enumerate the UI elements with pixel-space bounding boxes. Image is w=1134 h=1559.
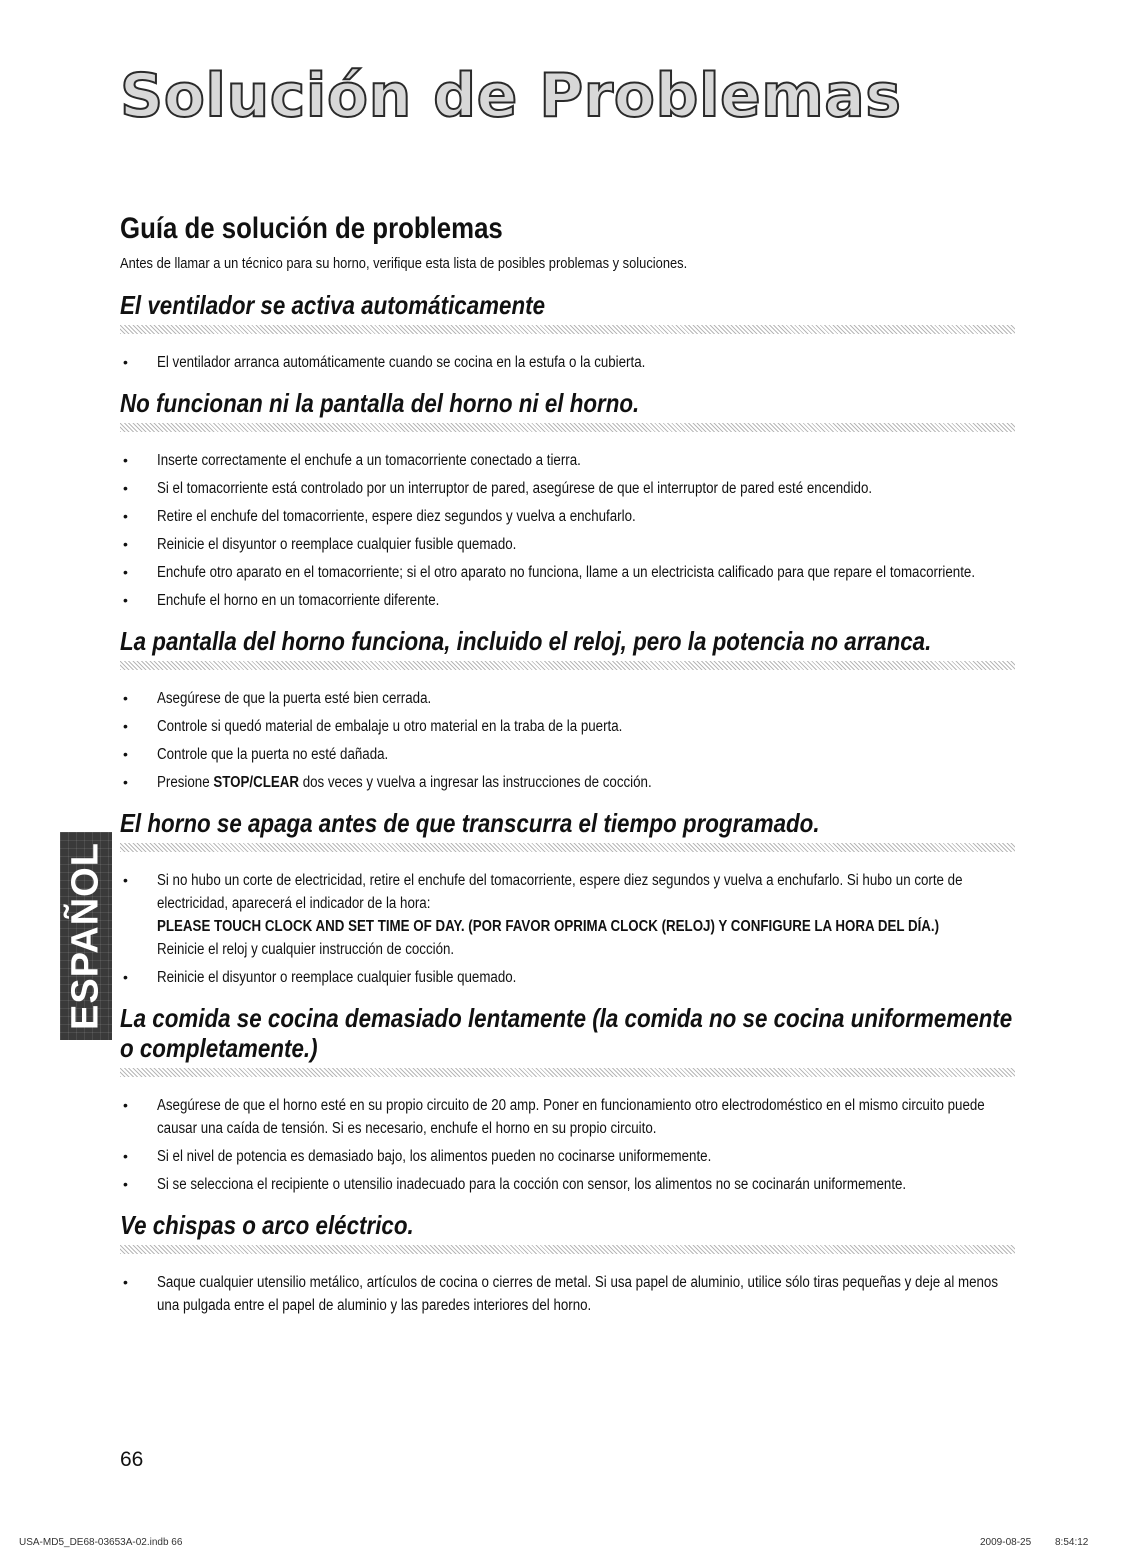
section-title: No funcionan ni la pantalla del horno ni el horno. bbox=[120, 388, 640, 418]
list-item bbox=[120, 477, 1015, 500]
page-title: Solución de Problemas bbox=[120, 61, 902, 131]
section-divider bbox=[120, 325, 1015, 334]
list-item-text: Enchufe otro aparato en el tomacorriente; si el otro aparato no funciona, llame a un electricista calificado para que repare el tomacorriente. bbox=[157, 564, 976, 581]
section-5 bbox=[120, 1003, 1015, 1196]
list-item bbox=[120, 533, 1015, 556]
bullet-icon: • bbox=[123, 872, 128, 888]
list-item bbox=[120, 1094, 1015, 1140]
list-item-text bbox=[157, 869, 1017, 961]
list-item bbox=[120, 351, 1015, 374]
language-tab bbox=[60, 832, 112, 1040]
item-text: Presione bbox=[157, 774, 214, 791]
language-tab-label: ESPAÑOL bbox=[64, 842, 107, 1030]
guide-intro: Antes de llamar a un técnico para su horno, verifique esta lista de posibles problemas y soluciones. bbox=[120, 255, 688, 272]
section-title: Ve chispas o arco eléctrico. bbox=[120, 1210, 414, 1240]
bullet-icon: • bbox=[123, 452, 128, 468]
list-item-text bbox=[157, 771, 1017, 794]
bullet-icon: • bbox=[123, 354, 128, 370]
section-divider bbox=[120, 661, 1015, 670]
list-item bbox=[120, 1173, 1015, 1196]
bullet-icon: • bbox=[123, 690, 128, 706]
list-item-text: Enchufe el horno en un tomacorriente diferente. bbox=[157, 592, 440, 609]
footer-date: 2009-08-25 bbox=[980, 1537, 1032, 1548]
guide-title: Guía de solución de problemas bbox=[120, 212, 503, 245]
bullet-icon: • bbox=[123, 536, 128, 552]
list-item bbox=[120, 1145, 1015, 1168]
list-item-text: Inserte correctamente el enchufe a un tomacorriente conectado a tierra. bbox=[157, 452, 581, 469]
list-item-text: Saque cualquier utensilio metálico, artículos de cocina o cierres de metal. Si usa papel de aluminio, utilice sólo tiras pequeñas y deje al menos una pulgada entre el papel de aluminio y las paredes interiores del horno. bbox=[157, 1274, 999, 1314]
list-item-text: Reinicie el disyuntor o reemplace cualquier fusible quemado. bbox=[157, 969, 517, 986]
list-item-text: Retire el enchufe del tomacorriente, espere diez segundos y vuelva a enchufarlo. bbox=[157, 508, 636, 525]
list-item-text: Asegúrese de que la puerta esté bien cerrada. bbox=[157, 690, 432, 707]
footer-time: 8:54:12 bbox=[1055, 1537, 1089, 1548]
bullet-icon: • bbox=[123, 592, 128, 608]
list-item bbox=[120, 561, 1015, 584]
bullet-icon: • bbox=[123, 1148, 128, 1164]
list-item-text: Reinicie el disyuntor o reemplace cualquier fusible quemado. bbox=[157, 536, 517, 553]
section-title: El ventilador se activa automáticamente bbox=[120, 290, 546, 320]
list-item bbox=[120, 743, 1015, 766]
section-1 bbox=[120, 290, 1015, 374]
bullet-icon: • bbox=[123, 480, 128, 496]
bullet-list bbox=[120, 351, 1015, 374]
bullet-icon: • bbox=[123, 1097, 128, 1113]
list-item bbox=[120, 589, 1015, 612]
list-item bbox=[120, 715, 1015, 738]
section-title: El horno se apaga antes de que transcurra el tiempo programado. bbox=[120, 808, 820, 838]
list-item bbox=[120, 966, 1015, 989]
list-item bbox=[120, 1271, 1015, 1317]
section-title: La comida se cocina demasiado lentamente (la comida no se cocina uniformemente o completamente.) bbox=[120, 1003, 1013, 1063]
section-2 bbox=[120, 388, 1015, 612]
list-item-text: Si el tomacorriente está controlado por un interruptor de pared, asegúrese de que el interruptor de pared esté encendido. bbox=[157, 480, 873, 497]
bullet-list bbox=[120, 1271, 1015, 1317]
page-number: 66 bbox=[120, 1448, 144, 1471]
emphasis-text: PLEASE TOUCH CLOCK AND SET TIME OF DAY. (POR FAVOR OPRIMA CLOCK (RELOJ) Y CONFIGURE LA HORA DEL DÍA.) bbox=[157, 918, 940, 935]
list-item-text: Asegúrese de que el horno esté en su propio circuito de 20 amp. Poner en funcionamiento otro electrodoméstico en el mismo circuito puede causar una caída de tensión. Si es necesario, enchufe el horno en su propio circuito. bbox=[157, 1097, 985, 1137]
section-3 bbox=[120, 626, 1015, 794]
list-item bbox=[120, 687, 1015, 710]
bullet-icon: • bbox=[123, 746, 128, 762]
bullet-list bbox=[120, 1094, 1015, 1196]
section-4 bbox=[120, 808, 1015, 989]
list-item-text: Controle que la puerta no esté dañada. bbox=[157, 746, 389, 763]
item-text: Si no hubo un corte de electricidad, retire el enchufe del tomacorriente, espere diez segundos y vuelva a enchufarlo. Si hubo un corte de electricidad, aparecerá el indicador de la hora: bbox=[157, 872, 963, 912]
list-item bbox=[120, 505, 1015, 528]
list-item bbox=[120, 869, 1015, 961]
bullet-icon: • bbox=[123, 1274, 128, 1290]
section-title: La pantalla del horno funciona, incluido el reloj, pero la potencia no arranca. bbox=[120, 626, 932, 656]
footer-file-info: USA-MD5_DE68-03653A-02.indb 66 bbox=[19, 1537, 183, 1548]
bullet-icon: • bbox=[123, 508, 128, 524]
bullet-icon: • bbox=[123, 969, 128, 985]
bullet-list bbox=[120, 687, 1015, 794]
section-divider bbox=[120, 423, 1015, 432]
bullet-list bbox=[120, 449, 1015, 612]
bullet-icon: • bbox=[123, 1176, 128, 1192]
list-item-text: El ventilador arranca automáticamente cuando se cocina en la estufa o la cubierta. bbox=[157, 354, 646, 371]
list-item-text: Si se selecciona el recipiente o utensilio inadecuado para la cocción con sensor, los alimentos no se cocinarán uniformemente. bbox=[157, 1176, 907, 1193]
emphasis-text: STOP/CLEAR bbox=[213, 774, 299, 791]
bullet-list bbox=[120, 869, 1015, 989]
section-divider bbox=[120, 1245, 1015, 1254]
section-divider bbox=[120, 1068, 1015, 1077]
bullet-icon: • bbox=[123, 564, 128, 580]
list-item bbox=[120, 449, 1015, 472]
item-text: Reinicie el reloj y cualquier instrucción de cocción. bbox=[157, 941, 455, 958]
troubleshooting-sections bbox=[120, 290, 1015, 1331]
section-divider bbox=[120, 843, 1015, 852]
list-item-text: Controle si quedó material de embalaje u otro material en la traba de la puerta. bbox=[157, 718, 623, 735]
section-6 bbox=[120, 1210, 1015, 1317]
list-item bbox=[120, 771, 1015, 794]
item-text: dos veces y vuelva a ingresar las instrucciones de cocción. bbox=[298, 774, 652, 791]
bullet-icon: • bbox=[123, 774, 128, 790]
bullet-icon: • bbox=[123, 718, 128, 734]
list-item-text: Si el nivel de potencia es demasiado bajo, los alimentos pueden no cocinarse uniformemente. bbox=[157, 1148, 712, 1165]
